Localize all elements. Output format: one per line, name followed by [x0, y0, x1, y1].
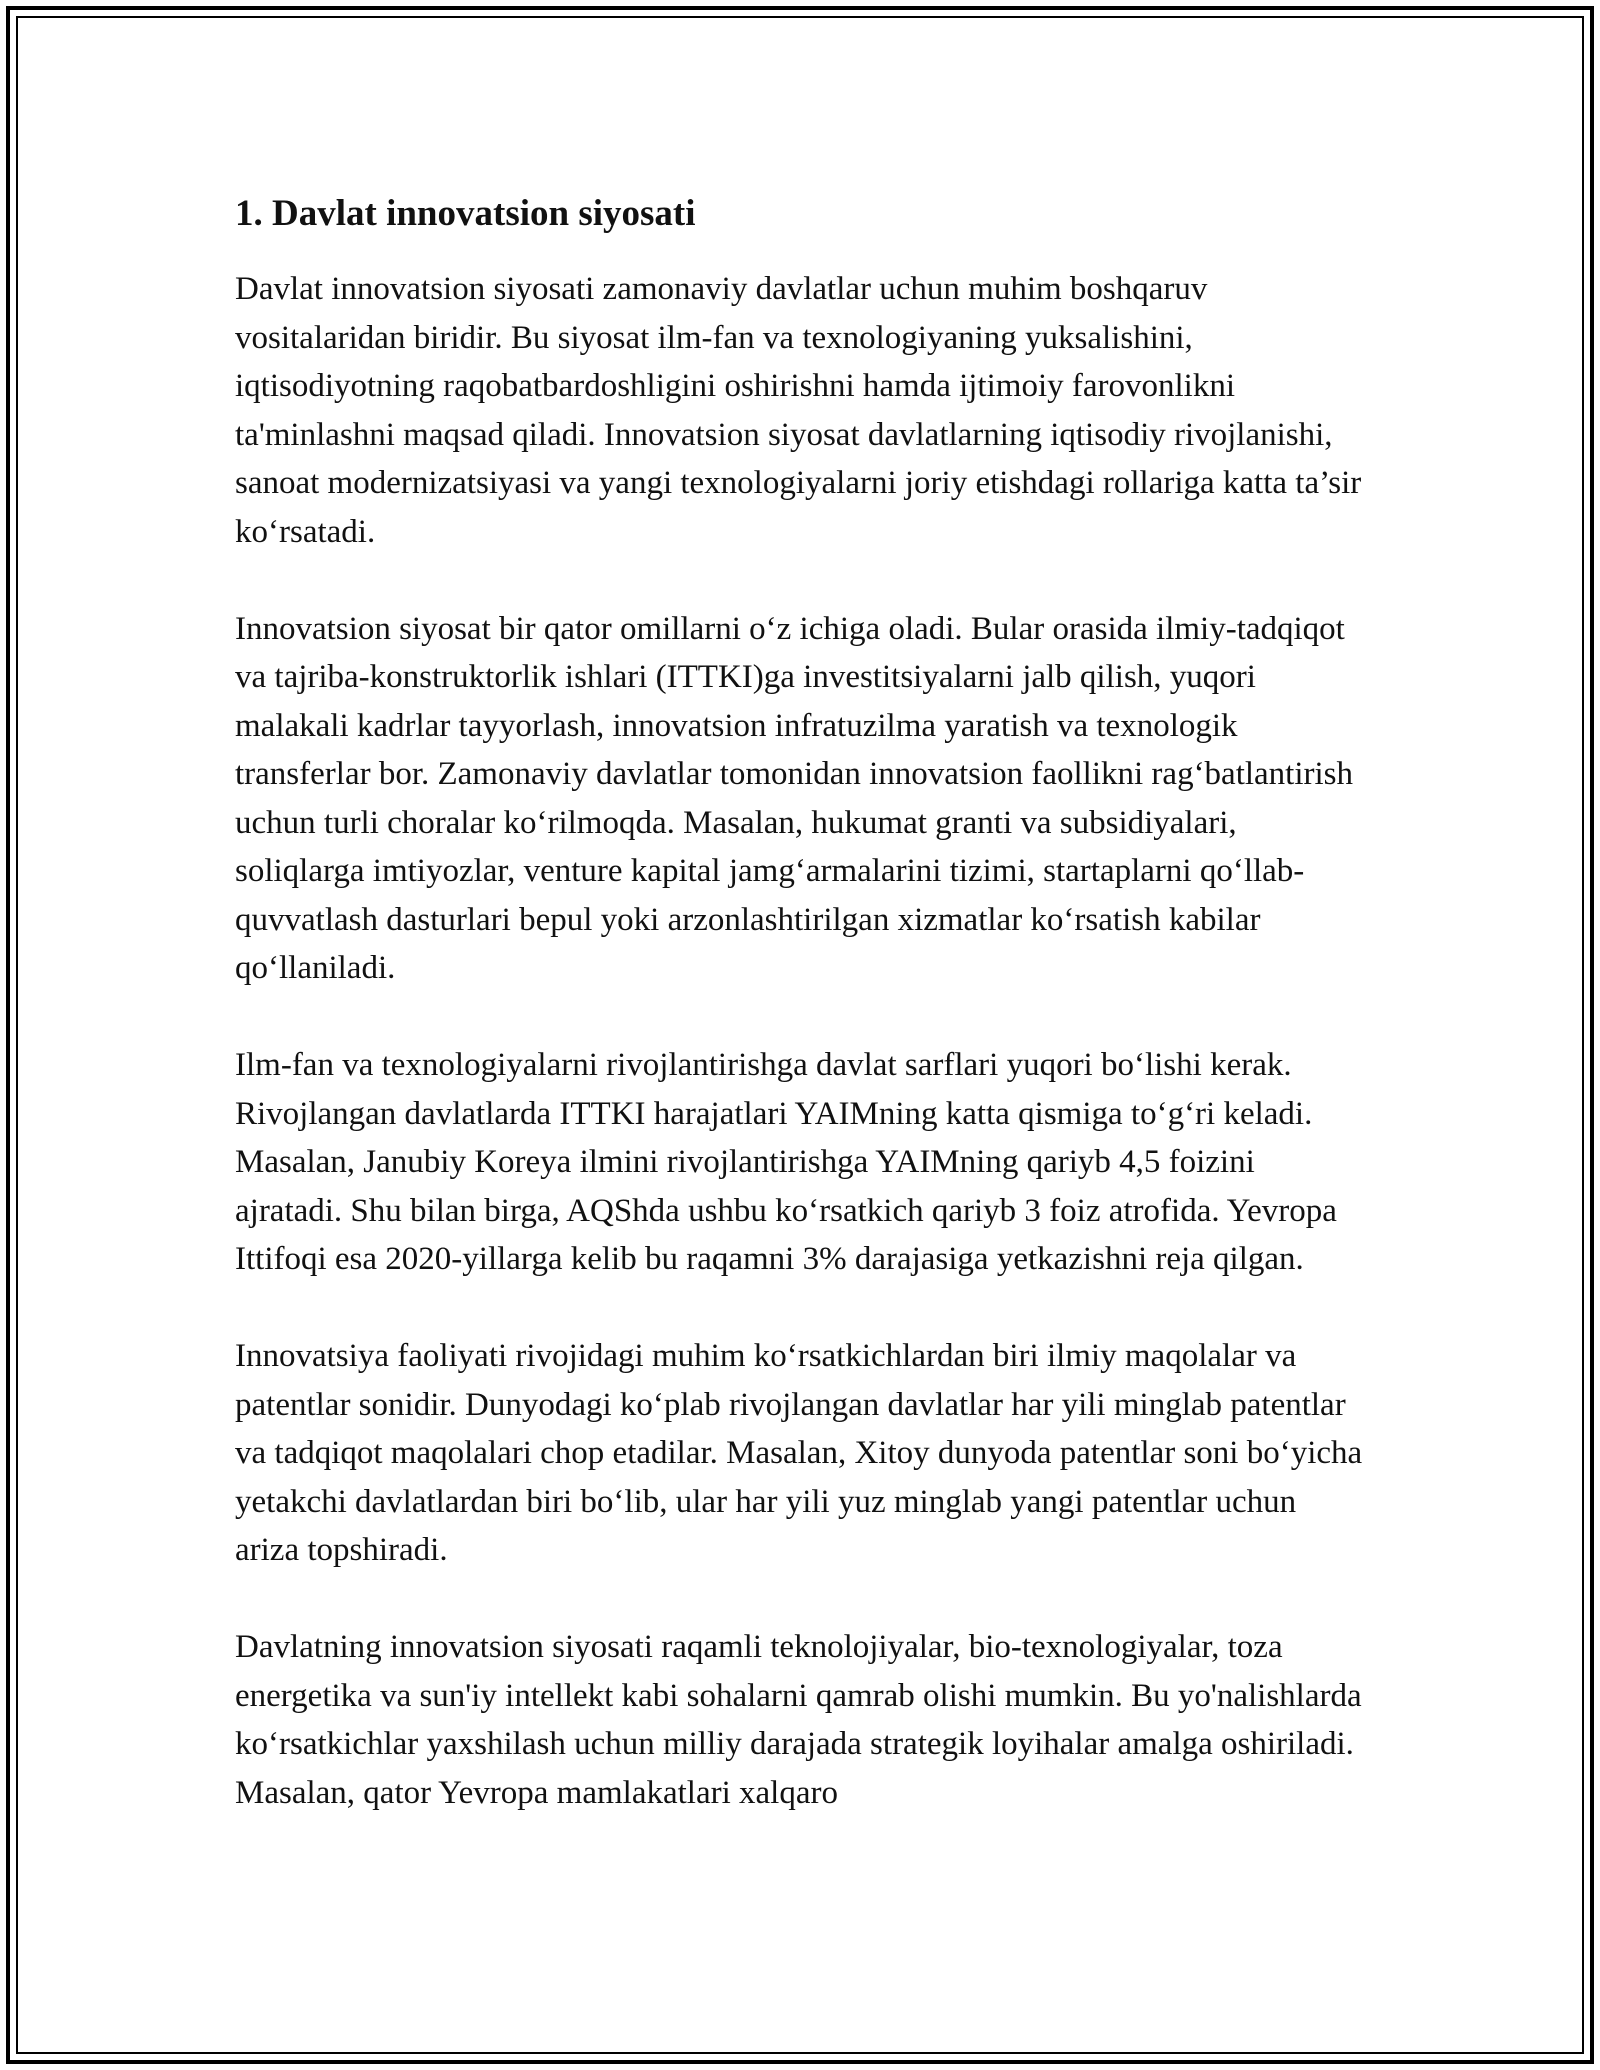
paragraph-4: Innovatsiya faoliyati rivojidagi muhim ko‘rsatkichlardan biri ilmiy maqolalar va patentlar sonidir. Dunyodagi ko‘plab rivojlangan davlatlar har yili minglab patentlar va tadqiqot maqolalari chop etadilar. Masalan, Xitoy dunyoda patentlar soni bo‘yicha yetakchi davlatlardan biri bo‘lib, ular har yili yuz minglab yangi patentlar uchun ariza topshiradi.	[235, 1338, 1363, 1568]
paragraph-1: Davlat innovatsion siyosati zamonaviy davlatlar uchun muhim boshqaruv vositalaridan biridir. Bu siyosat ilm-fan va texnologiyaning yuksalishini, iqtisodiyotning raqobatbardoshligini oshirishni hamda ijtimoiy farovonlikni ta'minlashni maqsad qiladi. Innovatsion siyosat davlatlarning iqtisodiy rivojlanishi, sanoat modernizatsiyasi va yangi texnologiyalarni joriy etishdagi rollariga katta ta’sir ko‘rsatadi.	[235, 271, 1362, 550]
section-heading: 1. Davlat innovatsion siyosati	[235, 193, 696, 234]
paragraph-3: Ilm-fan va texnologiyalarni rivojlantirishga davlat sarflari yuqori bo‘lishi kerak. Rivojlangan davlatlarda ITTKI harajatlari YAIMning katta qismiga to‘g‘ri keladi. Masalan, Janubiy Koreya ilmini rivojlantirishga YAIMning qariyb 4,5 foizini ajratadi. Shu bilan birga, AQShda ushbu ko‘rsatkich qariyb 3 foiz atrofida. Yevropa Ittifoqi esa 2020-yillarga kelib bu raqamni 3% darajasiga yetkazishni reja qilgan.	[235, 1047, 1337, 1277]
paragraph-5: Davlatning innovatsion siyosati raqamli teknolojiyalar, bio-texnologiyalar, toza energetika va sun'iy intellekt kabi sohalarni qamrab olishi mumkin. Bu yo'nalishlarda ko‘rsatkichlar yaxshilash uchun milliy darajada strategik loyihalar amalga oshiriladi. Masalan, qator Yevropa mamlakatlari xalqaro	[235, 1629, 1362, 1811]
paragraph-2: Innovatsion siyosat bir qator omillarni o‘z ichiga oladi. Bular orasida ilmiy-tadqiqot va tajriba-konstruktorlik ishlari (ITTKI)ga investitsiyalarni jalb qilish, yuqori malakali kadrlar tayyorlash, innovatsion infratuzilma yaratish va texnologik transferlar bor. Zamonaviy davlatlar tomonidan innovatsion faollikni rag‘batlantirish uchun turli choralar ko‘rilmoqda. Masalan, hukumat granti va subsidiyalari, soliqlarga imtiyozlar, venture kapital jamg‘armalarini tizimi, startaplarni qo‘llab-quvvatlash dasturlari bepul yoki arzonlashtirilgan xizmatlar ko‘rsatish kabilar qo‘llaniladi.	[235, 610, 1354, 986]
document-body	[235, 185, 1365, 1817]
